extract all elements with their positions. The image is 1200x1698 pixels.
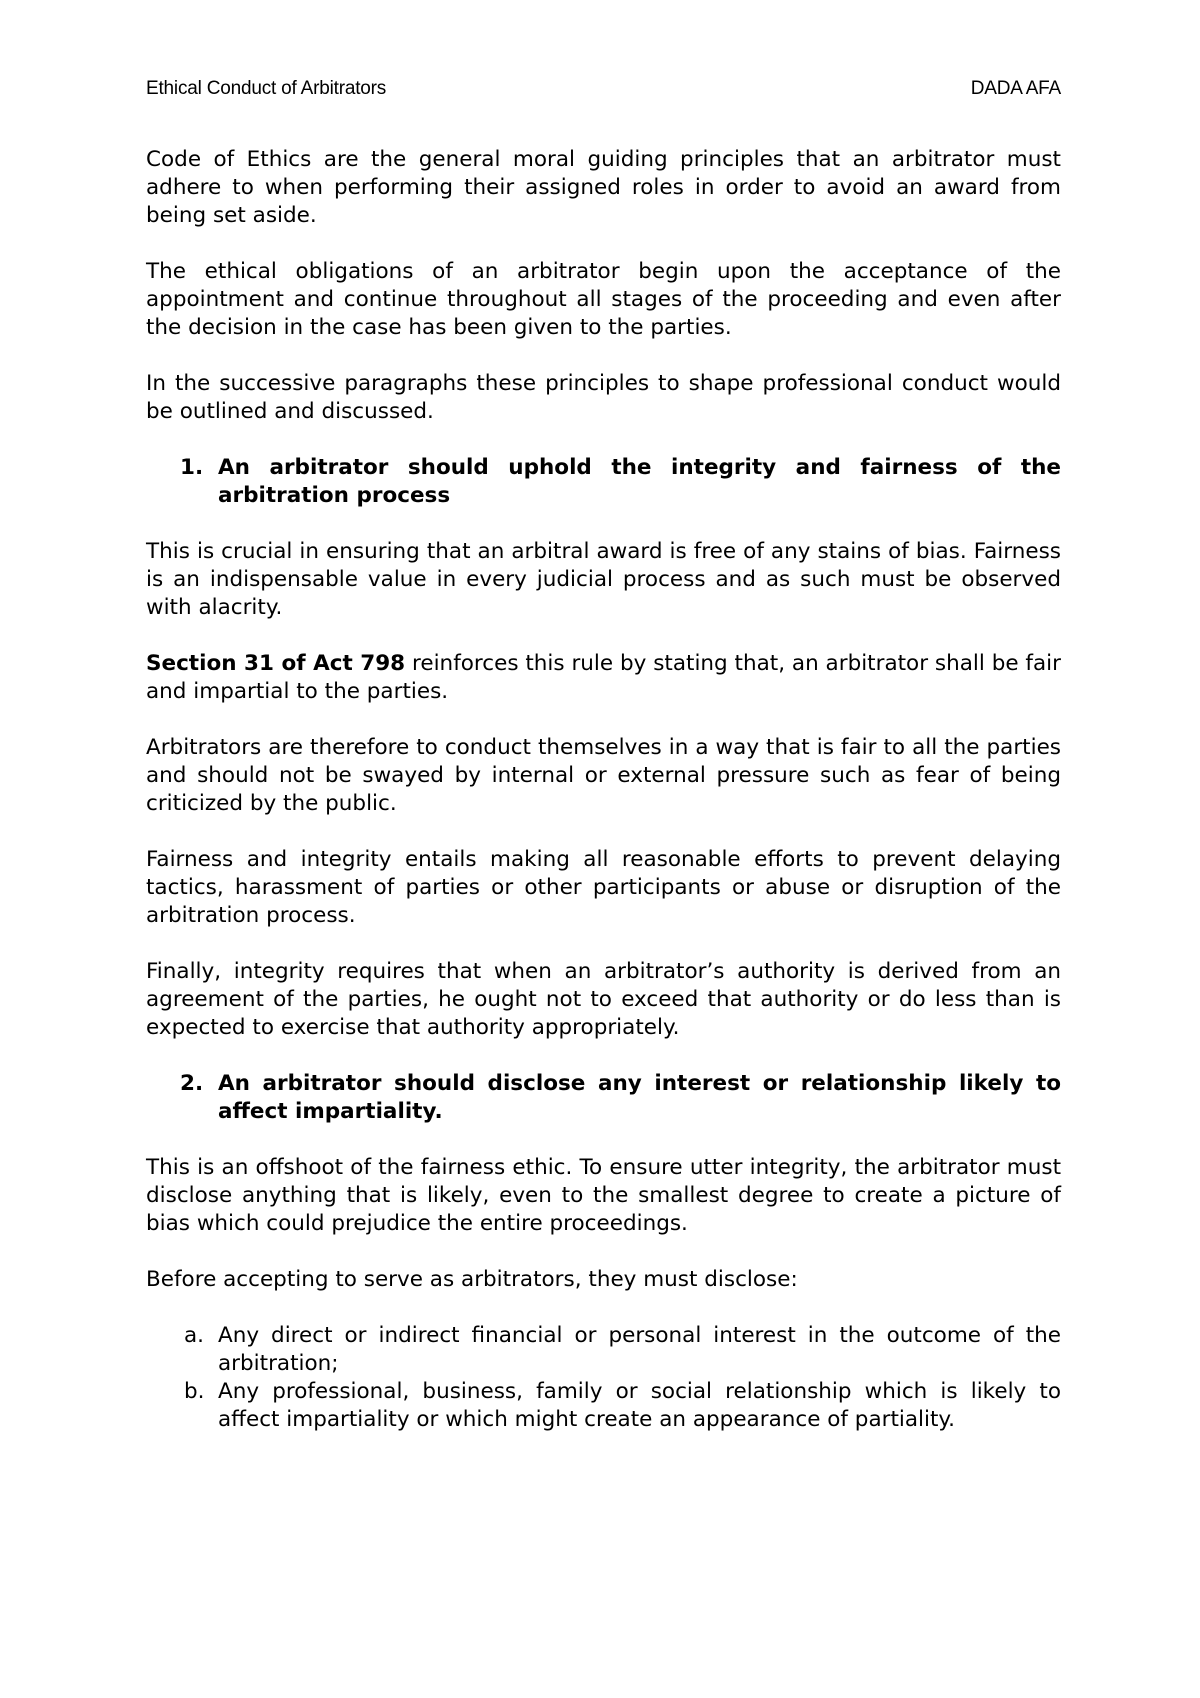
section-1-heading	[146, 454, 1061, 510]
document-body	[146, 146, 1061, 1434]
section-2-heading-text: An arbitrator should disclose any interest or relationship likely to affect impartiality.	[218, 1071, 1061, 1124]
section-2-paragraph-1: This is an offshoot of the fairness ethic. To ensure utter integrity, the arbitrator must disclose anything that is likely, even to the smallest degree to create a picture of bias which could prejudice the entire proceedings.	[146, 1155, 1061, 1236]
list-marker: a.	[184, 1323, 205, 1348]
intro-paragraph-1: Code of Ethics are the general moral guiding principles that an arbitrator must adhere to when performing their assigned roles in order to avoid an award from being set aside.	[146, 147, 1061, 228]
section-1-paragraph-3: Arbitrators are therefore to conduct themselves in a way that is fair to all the parties and should not be swayed by internal or external pressure such as fear of being criticized by the public.	[146, 735, 1061, 816]
section-1-paragraph-2	[146, 650, 1061, 706]
list-marker: b.	[184, 1379, 205, 1404]
section-1-paragraph-4: Fairness and integrity entails making all reasonable efforts to prevent delaying tactics, harassment of parties or other participants or abuse or disruption of the arbitration process.	[146, 847, 1061, 928]
section-1-paragraph-2-text: reinforces this rule by stating that, an arbitrator shall be fair and impartial to the parties.	[146, 651, 1061, 704]
statute-reference: Section 31 of Act 798	[146, 651, 406, 676]
list-item	[146, 1322, 1061, 1378]
page-header	[146, 74, 1061, 104]
section-1-heading-text: An arbitrator should uphold the integrity and fairness of the arbitration process	[218, 455, 1061, 508]
header-author: DADA AFA	[970, 78, 1061, 99]
section-2-paragraph-2: Before accepting to serve as arbitrators, they must disclose:	[146, 1267, 798, 1292]
list-item-text: Any direct or indirect financial or personal interest in the outcome of the arbitration;	[218, 1323, 1061, 1376]
intro-paragraph-3: In the successive paragraphs these principles to shape professional conduct would be outlined and discussed.	[146, 371, 1061, 424]
section-2-number: 2.	[180, 1071, 204, 1096]
section-1-paragraph-1: This is crucial in ensuring that an arbitral award is free of any stains of bias. Fairness is an indispensable value in every judicial process and as such must be observed with alacrity.	[146, 539, 1061, 620]
list-item-text: Any professional, business, family or social relationship which is likely to affect impartiality or which might create an appearance of partiality.	[218, 1379, 1061, 1432]
section-2-heading	[146, 1070, 1061, 1126]
intro-paragraph-2: The ethical obligations of an arbitrator begin upon the acceptance of the appointment and continue throughout all stages of the proceeding and even after the decision in the case has been given to the parties.	[146, 259, 1061, 340]
header-title: Ethical Conduct of Arbitrators	[146, 78, 387, 99]
list-item	[146, 1378, 1061, 1434]
section-1-number: 1.	[180, 455, 204, 480]
section-1-paragraph-5: Finally, integrity requires that when an arbitrator’s authority is derived from an agreement of the parties, he ought not to exceed that authority or do less than is expected to exercise that authority appropriately.	[146, 959, 1061, 1040]
